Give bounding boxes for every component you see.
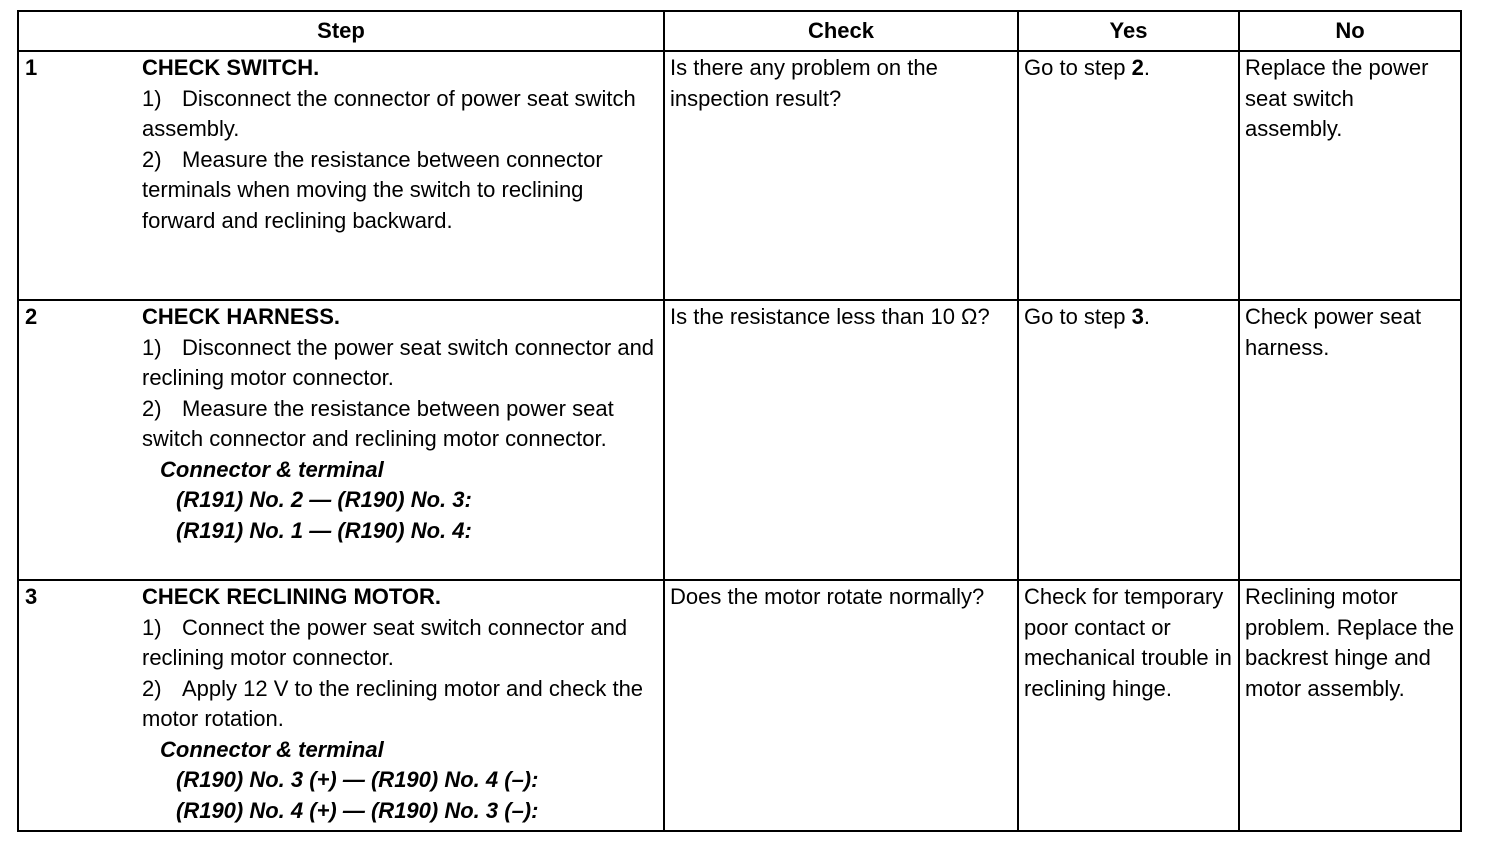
sub-step-number: 2) <box>142 146 162 172</box>
check-text: Is there any problem on the inspection result? <box>670 55 938 111</box>
connector-line: (R191) No. 2 — (R190) No. 3: <box>176 487 472 512</box>
no-text: Reclining motor problem. Replace the backrest hinge and motor assembly. <box>1245 584 1455 701</box>
sub-step <box>142 84 659 145</box>
sub-step-text: Measure the resistance between power seat switch connector and reclining motor connector. <box>142 395 614 451</box>
yes-cell <box>1018 300 1239 580</box>
yes-text: Check for temporary poor contact or mechanical trouble in reclining hinge. <box>1024 584 1232 701</box>
sub-step <box>142 145 659 237</box>
check-text: Is the resistance less than 10 Ω? <box>670 304 990 329</box>
check-cell <box>664 300 1018 580</box>
table-row-step-3 <box>18 580 1461 831</box>
sub-step-text: Connect the power seat switch connector and reclining motor connector. <box>142 614 628 670</box>
step-cell <box>18 300 664 580</box>
sub-step <box>142 674 659 735</box>
yes-text: Go to step 3. <box>1024 304 1150 329</box>
check-cell <box>664 51 1018 300</box>
header-yes: Yes <box>1018 11 1239 51</box>
sub-step-text: Disconnect the connector of power seat switch assembly. <box>142 85 636 141</box>
step-reference: 3 <box>1131 304 1144 329</box>
step-number: 3 <box>25 584 38 609</box>
sub-step-text: Measure the resistance between connector terminals when moving the switch to reclining forward and reclining backward. <box>142 146 603 233</box>
yes-text: Go to step 2. <box>1024 55 1150 80</box>
sub-step <box>142 394 659 455</box>
diagnostic-table <box>17 10 1462 832</box>
sub-step-number: 1) <box>142 85 162 111</box>
table-row-step-1 <box>18 51 1461 300</box>
check-text: Does the motor rotate normally? <box>670 584 985 609</box>
step-cell <box>18 51 664 300</box>
sub-step-number: 1) <box>142 614 162 640</box>
sub-step-number: 1) <box>142 334 162 360</box>
no-text: Check power seat harness. <box>1245 304 1422 360</box>
sub-step <box>142 333 659 394</box>
check-cell <box>664 580 1018 831</box>
sub-step-text: Apply 12 V to the reclining motor and check the motor rotation. <box>142 675 644 731</box>
connector-line: (R190) No. 4 (+) — (R190) No. 3 (–): <box>176 797 539 823</box>
yes-cell <box>1018 580 1239 831</box>
header-check: Check <box>664 11 1018 51</box>
connector-title: Connector & terminal <box>160 736 384 762</box>
step-title: CHECK HARNESS. <box>142 304 341 329</box>
step-number: 1 <box>25 55 38 80</box>
no-cell <box>1239 300 1461 580</box>
no-text: Replace the power seat switch assembly. <box>1245 55 1429 141</box>
sub-step-number: 2) <box>142 675 162 701</box>
step-reference: 2 <box>1131 55 1144 80</box>
table-row-step-2 <box>18 300 1461 580</box>
no-cell <box>1239 51 1461 300</box>
sub-step <box>142 613 659 674</box>
no-cell <box>1239 580 1461 831</box>
yes-cell <box>1018 51 1239 300</box>
step-title: CHECK RECLINING MOTOR. <box>142 584 442 609</box>
connector-title: Connector & terminal <box>160 456 384 482</box>
header-row <box>18 11 1461 51</box>
step-cell <box>18 580 664 831</box>
header-step: Step <box>18 11 664 51</box>
step-number: 2 <box>25 304 38 329</box>
connector-line: (R190) No. 3 (+) — (R190) No. 4 (–): <box>176 767 539 792</box>
sub-step-number: 2) <box>142 395 162 421</box>
step-title: CHECK SWITCH. <box>142 55 320 80</box>
header-no: No <box>1239 11 1461 51</box>
connector-line: (R191) No. 1 — (R190) No. 4: <box>176 517 472 543</box>
sub-step-text: Disconnect the power seat switch connector and reclining motor connector. <box>142 334 655 390</box>
